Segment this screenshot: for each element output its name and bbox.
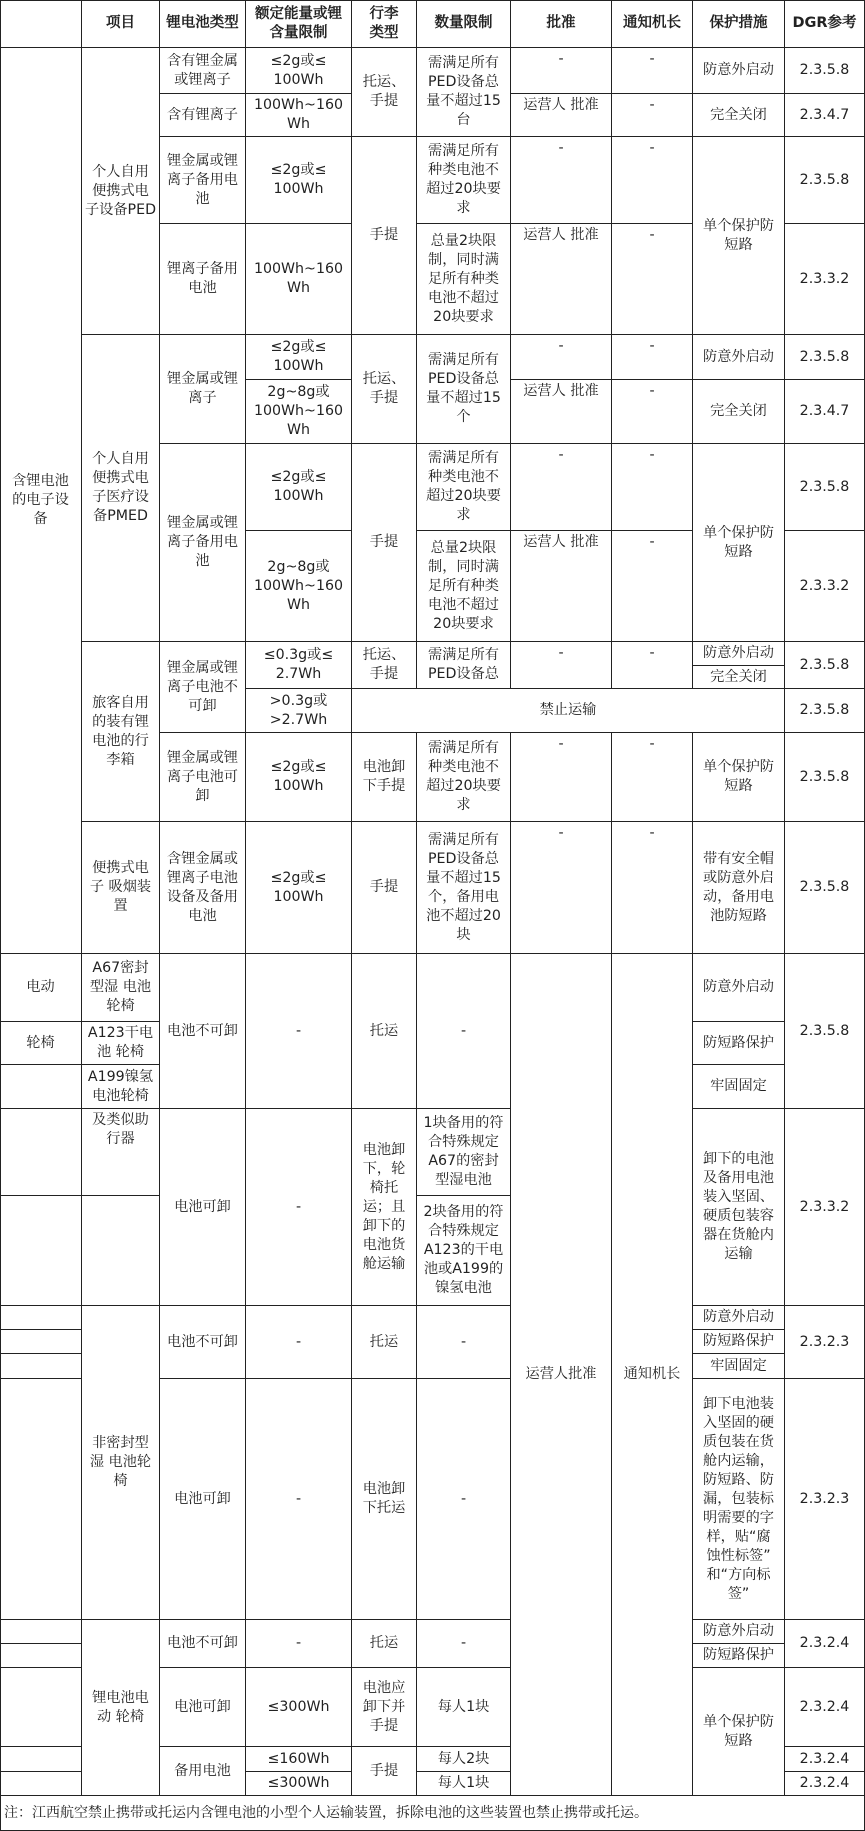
table-cell: A199镍氢 电池轮椅 [82,1065,160,1109]
table-cell: - [612,642,693,689]
table-cell: - [612,48,693,94]
table-cell: 轮椅 [0,1022,82,1065]
table-cell: 总量2块限 制，同时满 足所有种类 电池不超过 20块要求 [417,531,511,642]
table-cell: 需满足所有 PED设备总 量不超过15 台 [417,48,511,137]
table-cell: 电池不可卸 [160,1620,246,1668]
table-cell: 电池可卸 [160,1379,246,1620]
table-cell: 运营人 批准 [511,224,612,335]
table-cell: 锂金属或锂 离子 [160,335,246,444]
table-cell: 含有锂离子 [160,94,246,137]
table-cell: 电池卸 下托运 [352,1379,417,1620]
table-cell: A67密封 型湿 电池 轮椅 [82,954,160,1022]
table-cell: 手提 [352,822,417,954]
table-cell: 2.3.2.4 [785,1772,865,1796]
table-cell: 1块备用的符 合特殊规定 A67的密封 型湿电池 [417,1109,511,1196]
table-cell: 防意外启动 [693,1620,785,1644]
table-cell: 及类似助 行器 [82,1109,160,1196]
table-cell: 运营人 批准 [511,94,612,137]
table-cell: 防意外启动 [693,1306,785,1330]
table-cell: 锂金属或锂 离子备用电 池 [160,444,246,642]
table-cell: 通知机长 [612,954,693,1796]
table-cell [0,1065,82,1109]
table-cell: ≤2g或≤ 100Wh [246,48,352,94]
table-cell: 含锂金属或 锂离子电池 设备及备用 电池 [160,822,246,954]
table-cell: - [612,822,693,954]
table-cell: 需满足所有 PED设备总 [417,642,511,689]
table-cell: 防短路保护 [693,1644,785,1668]
table-cell: ≤0.3g或≤ 2.7Wh [246,642,352,689]
table-cell: 需满足所有 PED设备总 量不超过15 个，备用电 池不超过20 块 [417,822,511,954]
table-cell: 完全关闭 [693,94,785,137]
table-cell: - [511,48,612,94]
table-cell: ≤300Wh [246,1772,352,1796]
header-item: 项目 [82,0,160,48]
table-cell: 电池不可卸 [160,954,246,1109]
table-cell: 2.3.3.2 [785,224,865,335]
table-cell [0,1620,82,1644]
table-cell: - [246,954,352,1109]
table-cell: 2.3.5.8 [785,48,865,94]
table-cell: 2.3.5.8 [785,954,865,1109]
table-cell: 锂金属或锂 离子电池不 可卸 [160,642,246,733]
table-cell [0,1379,82,1620]
table-cell: 电池卸 下手提 [352,733,417,822]
table-cell: 2.3.4.7 [785,380,865,444]
table-cell: 完全关闭 [693,380,785,444]
table-cell: 电池可卸 [160,1109,246,1306]
table-cell: 需满足所有 种类电池不 超过20块要 求 [417,733,511,822]
table-cell: 禁止运输 [352,689,785,733]
table-cell: - [246,1109,352,1306]
table-cell: - [612,335,693,380]
table-cell: 运营人 批准 [511,380,612,444]
table-cell: 牢固固定 [693,1065,785,1109]
table-cell [0,1644,82,1668]
header-blank [0,0,82,48]
table-cell: ≤2g或≤ 100Wh [246,335,352,380]
table-cell [0,1196,82,1306]
table-cell: 2.3.2.4 [785,1620,865,1668]
table-cell: - [612,94,693,137]
table-cell: 电池应 卸下并 手提 [352,1668,417,1747]
table-cell: 运营人批准 [511,954,612,1796]
table-cell: - [612,733,693,822]
table-cell: 每人1块 [417,1772,511,1796]
table-cell: 防短路保护 [693,1330,785,1354]
table-cell: - [612,380,693,444]
table-cell: - [612,137,693,224]
table-cell: ≤2g或≤ 100Wh [246,137,352,224]
table-cell: 需满足所有 PED设备总 量不超过15 个 [417,335,511,444]
table-cell: 100Wh~160 Wh [246,224,352,335]
table-cell: - [612,444,693,531]
table-cell: 2.3.5.8 [785,335,865,380]
table-cell: 2.3.5.8 [785,733,865,822]
header-approval: 批准 [511,0,612,48]
table-cell: 2.3.5.8 [785,689,865,733]
table-cell [0,1747,82,1772]
table-cell: 卸下电池装 入坚固的硬 质包装在货 舱内运输， 防短路、防 漏，包装标 明需要的字 样，贴“腐 蚀性标签” 和“方向标 签” [693,1379,785,1620]
table-cell: 2.3.5.8 [785,822,865,954]
header-quantity: 数量限制 [417,0,511,48]
table-cell: 防意外启动 [693,642,785,666]
table-cell [0,1330,82,1354]
table-cell: 手提 [352,137,417,335]
table-cell: - [511,733,612,822]
table-cell [0,1306,82,1330]
table-cell: 手提 [352,444,417,642]
table-cell: - [417,1306,511,1379]
header-dgr: DGR参考 [785,0,865,48]
table-cell: 非密封型 湿 电池轮 椅 [82,1306,160,1620]
table-cell: 托运、 手提 [352,642,417,689]
table-cell: - [417,1379,511,1620]
table-cell [0,1668,82,1747]
header-battery-type: 锂电池类型 [160,0,246,48]
table-cell: 防意外启动 [693,48,785,94]
table-cell: - [612,531,693,642]
table-cell: 锂金属或锂 离子电池可 卸 [160,733,246,822]
table-cell: 需满足所有 种类电池不 超过20块要 求 [417,137,511,224]
table-cell: 单个保护防 短路 [693,444,785,642]
table-cell: 电池不可卸 [160,1306,246,1379]
table-cell [0,1109,82,1196]
table-cell: 2.3.4.7 [785,94,865,137]
table-cell: 托运 [352,954,417,1109]
table-cell: 总量2块限 制，同时满 足所有种类 电池不超过 20块要求 [417,224,511,335]
table-cell: - [612,224,693,335]
table-cell: 2.3.5.8 [785,444,865,531]
table-cell: 电池可卸 [160,1668,246,1747]
table-cell: 电动 [0,954,82,1022]
table-cell: - [246,1306,352,1379]
table-cell: 2.3.3.2 [785,1109,865,1306]
table-cell: 含锂电池 的电子设 备 [0,48,82,954]
footnote: 注：江西航空禁止携带或托运内含锂电池的小型个人运输装置，拆除电池的这些装置也禁止携带或托运。 [0,1796,865,1831]
table-cell: 需满足所有 种类电池不 超过20块要 求 [417,444,511,531]
table-cell: 防短路保护 [693,1022,785,1065]
table-cell: A123干电 池 轮椅 [82,1022,160,1065]
table-cell: 牢固固定 [693,1354,785,1379]
table-cell: 2.3.2.4 [785,1668,865,1747]
table-cell: - [511,335,612,380]
header-protection: 保护措施 [693,0,785,48]
table-cell: 锂电池电 动 轮椅 [82,1620,160,1796]
table-cell [82,1196,160,1306]
table-cell: ≤2g或≤ 100Wh [246,733,352,822]
table-cell: 单个保护防 短路 [693,1668,785,1796]
table-cell: 2.3.2.4 [785,1747,865,1772]
table-cell: 防意外启动 [693,335,785,380]
table-cell: ≤2g或≤ 100Wh [246,444,352,531]
table-cell: 单个保护防 短路 [693,733,785,822]
table-cell: 2.3.2.3 [785,1306,865,1379]
table-cell: - [511,444,612,531]
table-cell: 2g~8g或 100Wh~160 Wh [246,380,352,444]
table-cell: 托运 [352,1620,417,1668]
table-cell: 托运 [352,1306,417,1379]
table-cell: 100Wh~160 Wh [246,94,352,137]
table-cell: - [417,1620,511,1668]
table-cell: 托运、 手提 [352,335,417,444]
table-cell: 锂离子备用 电池 [160,224,246,335]
table-cell: 运营人 批准 [511,531,612,642]
table-cell [0,1772,82,1796]
table-cell: 卸下的电池 及备用电池 装入坚固、 硬质包装容 器在货舱内 运输 [693,1109,785,1306]
table-cell: 锂金属或锂 离子备用电 池 [160,137,246,224]
table-cell: 含有锂金属 或锂离子 [160,48,246,94]
table-cell: ≤2g或≤ 100Wh [246,822,352,954]
table-cell: 单个保护防 短路 [693,137,785,335]
table-cell: - [511,137,612,224]
table-cell: 2.3.2.3 [785,1379,865,1620]
table-cell: 2g~8g或 100Wh~160 Wh [246,531,352,642]
table-cell [0,1354,82,1379]
header-notify-captain: 通知机长 [612,0,693,48]
table-cell: 2.3.5.8 [785,642,865,689]
table-cell: 旅客自用 的装有锂 电池的行 李箱 [82,642,160,822]
table-cell: 托运、 手提 [352,48,417,137]
table-cell: - [511,642,612,689]
table-cell: - [246,1620,352,1668]
table-cell: 防意外启动 [693,954,785,1022]
table-cell: 完全关闭 [693,666,785,689]
table-cell: 便携式电 子 吸烟装 置 [82,822,160,954]
table-cell: 电池卸 下，轮 椅托 运；且 卸下的 电池货 舱运输 [352,1109,417,1306]
table-cell: 2块备用的符 合特殊规定 A123的干电 池或A199的 镍氢电池 [417,1196,511,1306]
table-cell: 备用电池 [160,1747,246,1796]
table-cell: 每人1块 [417,1668,511,1747]
table-cell: - [417,954,511,1109]
table-cell: 2.3.3.2 [785,531,865,642]
table-cell: 带有安全帽 或防意外启 动，备用电 池防短路 [693,822,785,954]
table-cell: 个人自用 便携式电 子设备PED [82,48,160,335]
header-baggage-type: 行李 类型 [352,0,417,48]
table-cell: ≤160Wh [246,1747,352,1772]
table-cell: ≤300Wh [246,1668,352,1747]
table-cell: 手提 [352,1747,417,1796]
header-energy-limit: 额定能量或锂 含量限制 [246,0,352,48]
table-cell: - [246,1379,352,1620]
table-cell: - [511,822,612,954]
table-cell: 2.3.5.8 [785,137,865,224]
table-cell: 每人2块 [417,1747,511,1772]
table-cell: 个人自用 便携式电 子医疗设 备PMED [82,335,160,642]
table-cell: >0.3g或 >2.7Wh [246,689,352,733]
